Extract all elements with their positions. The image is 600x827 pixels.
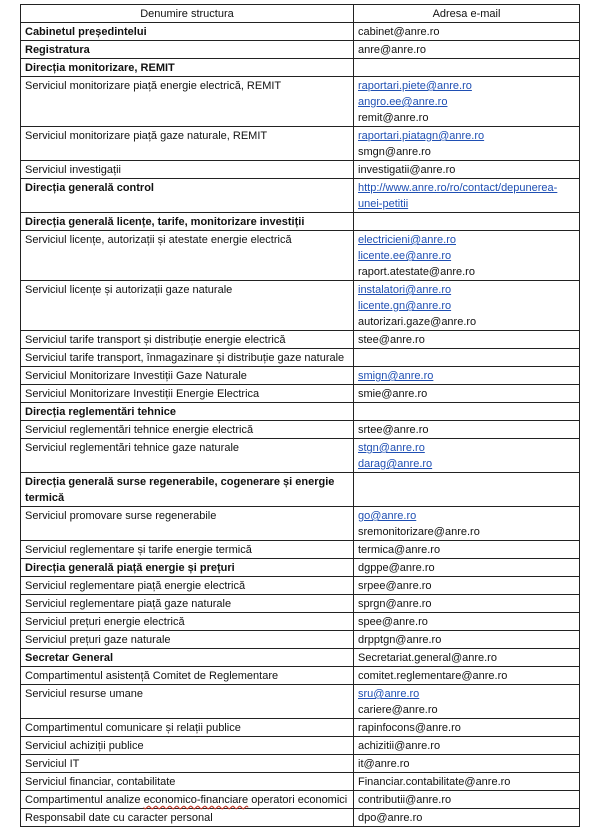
email-link[interactable]: electricieni@anre.ro [358, 234, 456, 246]
email-link[interactable]: unei-petitii [358, 198, 409, 210]
table-row [21, 507, 580, 541]
table-row [21, 231, 580, 281]
email-link[interactable]: raportari.piatagn@anre.ro [358, 130, 485, 142]
structure-name: Serviciul reglementări tehnice gaze naturale [21, 439, 354, 473]
email-link[interactable]: stgn@anre.ro [358, 442, 425, 454]
email-address: Financiar.contabilitate@anre.ro [358, 776, 511, 788]
email-cell [354, 559, 580, 577]
email-cell [354, 541, 580, 559]
structure-name: Serviciul reglementare piață energie electrică [21, 577, 354, 595]
table-row [21, 421, 580, 439]
email-address: comitet.reglementare@anre.ro [358, 670, 508, 682]
structure-name: Serviciul monitorizare piață gaze naturale, REMIT [21, 127, 354, 161]
structure-name: Serviciul reglementare și tarife energie termică [21, 541, 354, 559]
table-row [21, 791, 580, 809]
table-row [21, 809, 580, 827]
email-address: autorizari.gaze@anre.ro [358, 316, 477, 328]
structure-name: Direcția generală licențe, tarife, monitorizare investiții [21, 213, 354, 231]
table-row [21, 77, 580, 127]
email-link[interactable]: darag@anre.ro [358, 458, 433, 470]
structure-name: Serviciul reglementări tehnice energie electrică [21, 421, 354, 439]
email-link[interactable]: sru@anre.ro [358, 688, 420, 700]
email-address: investigatii@anre.ro [358, 164, 456, 176]
table-row [21, 349, 580, 367]
table-row [21, 631, 580, 649]
email-address: cariere@anre.ro [358, 704, 438, 716]
table-row [21, 41, 580, 59]
email-link[interactable]: go@anre.ro [358, 510, 417, 522]
table-row [21, 23, 580, 41]
table-row [21, 473, 580, 507]
email-link[interactable]: angro.ee@anre.ro [358, 96, 448, 108]
email-address: rapinfocons@anre.ro [358, 722, 461, 734]
table-header-row [21, 5, 580, 23]
email-address: srtee@anre.ro [358, 424, 429, 436]
email-cell [354, 439, 580, 473]
email-cell [354, 755, 580, 773]
email-cell [354, 473, 580, 507]
table-row [21, 755, 580, 773]
email-cell [354, 809, 580, 827]
table-row [21, 737, 580, 755]
structure-name: Serviciul prețuri energie electrică [21, 613, 354, 631]
table-row [21, 773, 580, 791]
email-cell [354, 59, 580, 77]
email-cell [354, 667, 580, 685]
structure-name: Registratura [21, 41, 354, 59]
email-cell [354, 613, 580, 631]
email-cell [354, 77, 580, 127]
email-cell [354, 385, 580, 403]
column-header-email: Adresa e-mail [354, 5, 580, 23]
structure-name: Compartimentul analize economico-financiare operatori economici [21, 791, 354, 809]
structure-name: Responsabil date cu caracter personal [21, 809, 354, 827]
email-address: termica@anre.ro [358, 544, 441, 556]
email-address: contributii@anre.ro [358, 794, 452, 806]
structure-name: Serviciul monitorizare piață energie electrică, REMIT [21, 77, 354, 127]
email-cell [354, 127, 580, 161]
structure-name: Serviciul promovare surse regenerabile [21, 507, 354, 541]
table-row [21, 179, 580, 213]
table-row [21, 59, 580, 77]
table-row [21, 367, 580, 385]
structure-name: Serviciul investigații [21, 161, 354, 179]
email-link[interactable]: smign@anre.ro [358, 370, 434, 382]
structure-name: Direcția generală control [21, 179, 354, 213]
table-row [21, 127, 580, 161]
table-row [21, 385, 580, 403]
structure-name: Serviciul prețuri gaze naturale [21, 631, 354, 649]
email-cell [354, 179, 580, 213]
email-address: sprgn@anre.ro [358, 598, 432, 610]
table-row [21, 541, 580, 559]
email-cell [354, 791, 580, 809]
table-row [21, 649, 580, 667]
email-cell [354, 649, 580, 667]
email-cell [354, 507, 580, 541]
email-cell [354, 719, 580, 737]
structure-name: Compartimentul asistență Comitet de Reglementare [21, 667, 354, 685]
table-row [21, 719, 580, 737]
table-row [21, 213, 580, 231]
table-row [21, 613, 580, 631]
table-row [21, 595, 580, 613]
email-link[interactable]: instalatori@anre.ro [358, 284, 452, 296]
email-cell [354, 367, 580, 385]
table-row [21, 685, 580, 719]
structure-name: Serviciul reglementare piață gaze naturale [21, 595, 354, 613]
email-address: smgn@anre.ro [358, 146, 431, 158]
table-row [21, 577, 580, 595]
email-cell [354, 231, 580, 281]
table-row [21, 439, 580, 473]
structure-name: Serviciul resurse umane [21, 685, 354, 719]
structure-name: Secretar General [21, 649, 354, 667]
email-cell [354, 161, 580, 179]
structure-name: Serviciul Monitorizare Investiții Gaze Naturale [21, 367, 354, 385]
email-link[interactable]: licente.gn@anre.ro [358, 300, 452, 312]
column-header-name: Denumire structura [21, 5, 354, 23]
email-link[interactable]: licente.ee@anre.ro [358, 250, 452, 262]
structure-name: Direcția generală piață energie și prețuri [21, 559, 354, 577]
email-cell [354, 281, 580, 331]
email-cell [354, 349, 580, 367]
structure-name: Direcția generală surse regenerabile, cogenerare și energie termică [21, 473, 354, 507]
spellcheck-underline: economico-financiare [143, 794, 249, 806]
email-cell [354, 213, 580, 231]
email-cell [354, 577, 580, 595]
email-address: cabinet@anre.ro [358, 26, 440, 38]
structure-name: Serviciul tarife transport, înmagazinare și distribuție gaze naturale [21, 349, 354, 367]
email-address: stee@anre.ro [358, 334, 425, 346]
table-row [21, 667, 580, 685]
email-address: srpee@anre.ro [358, 580, 432, 592]
email-cell [354, 631, 580, 649]
table-row [21, 331, 580, 349]
email-cell [354, 41, 580, 59]
structure-email-table [20, 4, 580, 827]
table-row [21, 403, 580, 421]
structure-name: Serviciul licențe și autorizații gaze naturale [21, 281, 354, 331]
structure-name: Compartimentul comunicare și relații publice [21, 719, 354, 737]
table-row [21, 281, 580, 331]
table-row [21, 161, 580, 179]
structure-name: Serviciul financiar, contabilitate [21, 773, 354, 791]
structure-name: Cabinetul președintelui [21, 23, 354, 41]
email-address: achizitii@anre.ro [358, 740, 441, 752]
email-cell [354, 403, 580, 421]
email-cell [354, 421, 580, 439]
email-address: dpo@anre.ro [358, 812, 423, 824]
email-address: remit@anre.ro [358, 112, 429, 124]
email-address: spee@anre.ro [358, 616, 428, 628]
email-address: it@anre.ro [358, 758, 410, 770]
structure-name: Serviciul tarife transport și distribuție energie electrică [21, 331, 354, 349]
email-cell [354, 737, 580, 755]
table-body [21, 23, 580, 827]
email-address: Secretariat.general@anre.ro [358, 652, 497, 664]
table-row [21, 559, 580, 577]
email-link[interactable]: http://www.anre.ro/ro/contact/depunerea- [358, 182, 558, 194]
email-address: dgppe@anre.ro [358, 562, 435, 574]
email-cell [354, 773, 580, 791]
email-address: drpptgn@anre.ro [358, 634, 442, 646]
structure-name: Serviciul Monitorizare Investiții Energie Electrica [21, 385, 354, 403]
email-cell [354, 23, 580, 41]
structure-name: Direcția monitorizare, REMIT [21, 59, 354, 77]
email-link[interactable]: raportari.piete@anre.ro [358, 80, 472, 92]
structure-name: Direcția reglementări tehnice [21, 403, 354, 421]
email-address: sremonitorizare@anre.ro [358, 526, 480, 538]
structure-name: Serviciul IT [21, 755, 354, 773]
structure-name: Serviciul achiziții publice [21, 737, 354, 755]
email-cell [354, 331, 580, 349]
email-cell [354, 595, 580, 613]
email-address: raport.atestate@anre.ro [358, 266, 475, 278]
email-cell [354, 685, 580, 719]
email-address: anre@anre.ro [358, 44, 427, 56]
email-address: smie@anre.ro [358, 388, 428, 400]
structure-name: Serviciul licențe, autorizații și atestate energie electrică [21, 231, 354, 281]
